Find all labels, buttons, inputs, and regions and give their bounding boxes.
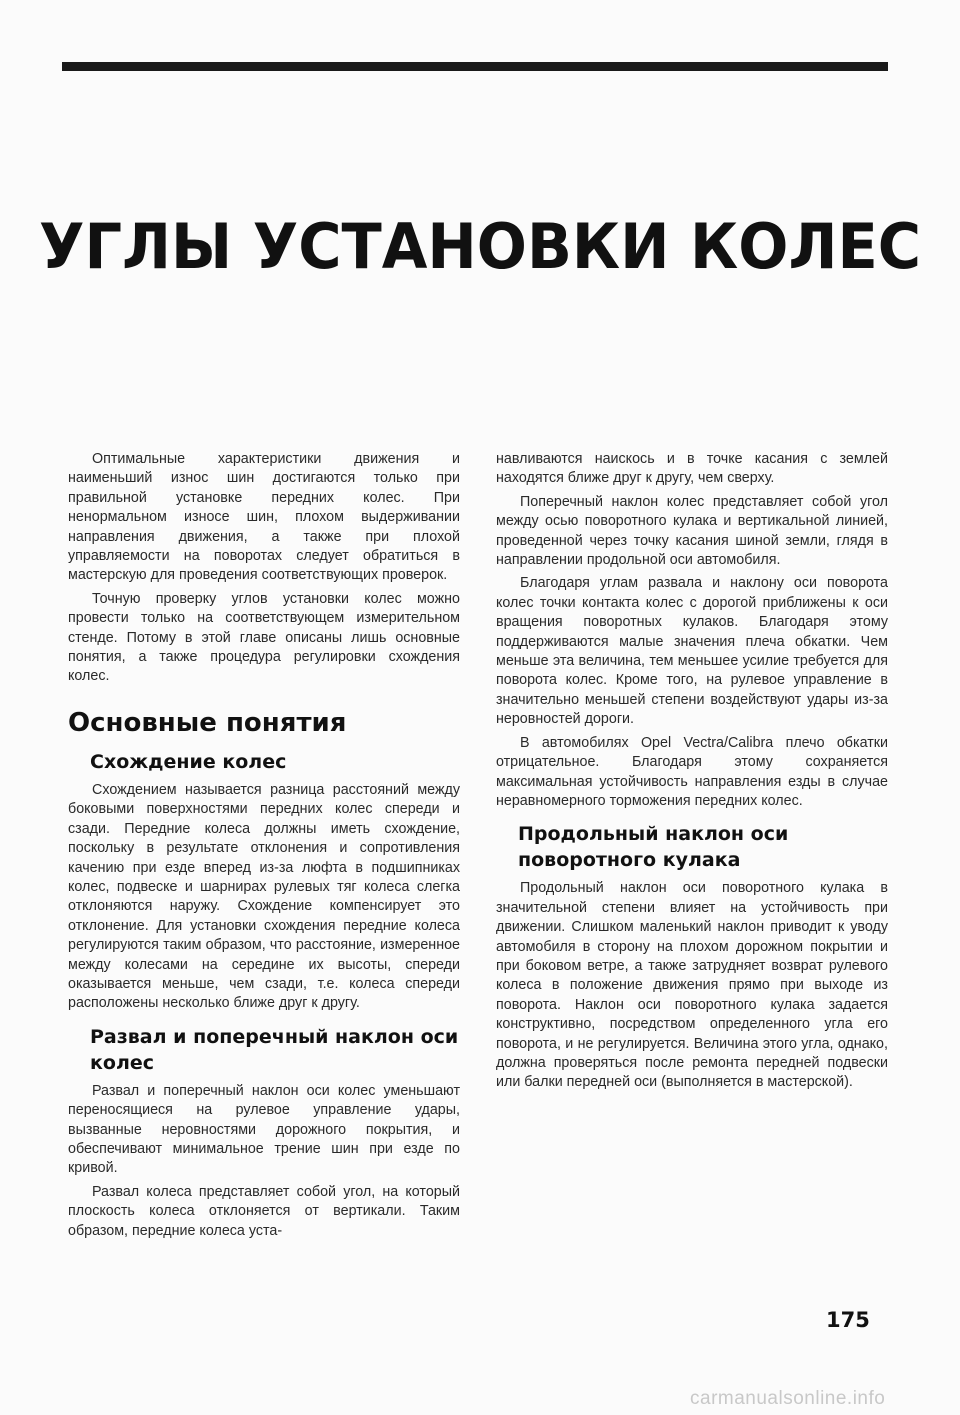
paragraph: Развал колеса представляет собой угол, на который плоскость колеса отклоняется от вертикали. Таким образом, передние колеса уста- — [68, 1183, 460, 1239]
paragraph: Развал и поперечный наклон оси колес уменьшают переносящиеся на рулевое управление удары, вызванные неровностями дорожного покрытия, и обеспечивают минимальное трение шин при езде по кривой. — [68, 1082, 460, 1177]
paragraph: Продольный наклон оси поворотного кулака в значительной степени влияет на устойчивость при движении. Слишком маленький наклон приводит к уводу автомобиля в сторону на плохом дорожном покрытии и при боковом ветре, а также затрудняет возврат рулевого колеса в положение движения прямо при выходе из поворота. Наклон оси поворотного кулака задается конструктивно, посредством определенного угла его поворота, и не регулируется. Величина этого угла, однако, должна проверяться после ремонта передней подвески или балки передней оси (выполняется в мастерской). — [496, 880, 888, 1091]
paragraph-continued: навливаются наискось и в точке касания с землей находятся ближе друг к другу, чем сверху. — [496, 451, 888, 487]
page-number: 175 — [826, 1308, 870, 1332]
paragraph: В автомобилях Opel Vectra/Calibra плечо обкатки отрицательное. Благодаря этому сохраняется максимальная устойчивость направления езды в случае неравномерного торможения передних колес. — [496, 734, 888, 809]
paragraph: Благодаря углам развала и наклону оси поворота колес точки контакта колес с дорогой приближены к оси вращения поворотных кулаков. Благодаря этому поддерживаются малые значения плеча обкатки. Чем меньше эта величина, тем меньшее усилие требуется для поворота колес. Кроме того, на рулевое управление в значительно меньшей степени воздействуют удары из-за неровностей дороги. — [496, 575, 888, 728]
section-heading: Основные понятия — [68, 707, 347, 738]
subsection-heading-camber: Развал и поперечный наклон оси колес — [90, 1025, 459, 1074]
left-column — [68, 450, 460, 1245]
subsection-heading-toe: Схождение колес — [90, 750, 287, 773]
watermark: carmanualsonline.info — [690, 1388, 886, 1409]
paragraph: Точную проверку углов установки колес можно провести только на соответствующем измерительном стенде. Потому в этой главе описаны лишь основные понятия, а также процедура регулировки схождения колес. — [68, 590, 460, 685]
right-column — [496, 450, 888, 1097]
page-title: УГЛЫ УСТАНОВКИ КОЛЕС — [38, 210, 922, 283]
paragraph: Оптимальные характеристики движения и наименьший износ шин достигаются только при правильной установке передних колес. При ненормальном износе шин, плохом выдерживании направления движения, а также при плохой управляемости на поворотах следует обратиться в мастерскую для проведения соответствующих проверок. — [68, 451, 460, 584]
header-rule — [62, 62, 888, 71]
subsection-heading-caster: Продольный наклон оси поворотного кулака — [518, 823, 789, 872]
paragraph: Схождением называется разница расстояний между боковыми поверхностями передних колес спереди и сзади. Передние колеса должны иметь схождение, поскольку в результате отклонения и сопротивления качению при езде вперед из-за люфта в подшипниках колес, подвеске и шарнирах рулевых тяг колеса слегка отклоняются наружу. Схождение компенсирует это отклонение. Для установки схождения передние колеса регулируются таким образом, что расстояние, измеренное между колесами на середине их высоты, спереди оказывается меньше, чем сзади, т.е. колеса спереди расположены несколько ближе друг к другу. — [68, 781, 460, 1012]
paragraph: Поперечный наклон колес представляет собой угол между осью поворотного кулака и вертикальной линией, проведенной через точку касания шиной земли, глядя в направлении продольной оси автомобиля. — [496, 493, 888, 569]
